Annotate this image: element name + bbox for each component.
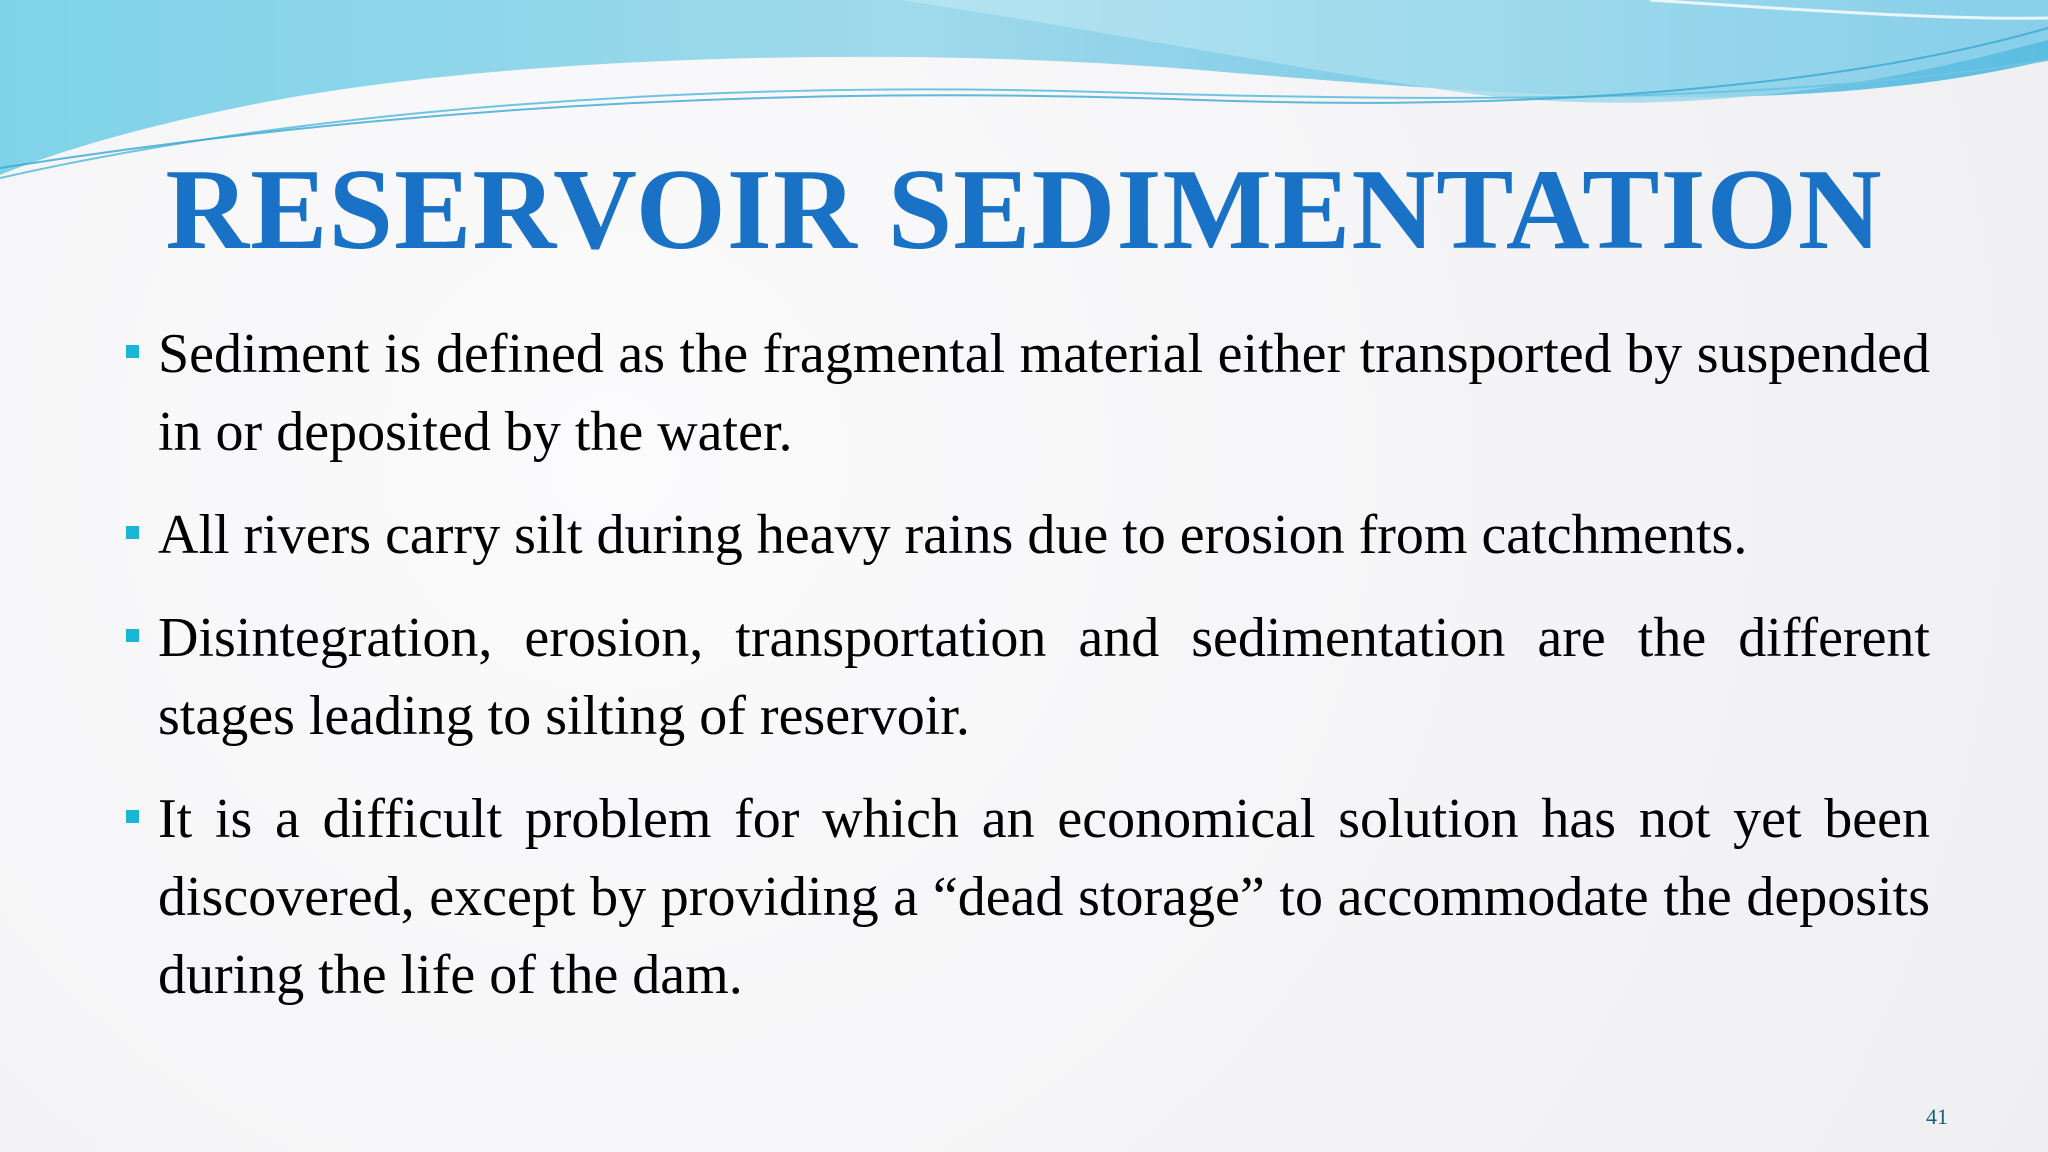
bullet-item [120, 496, 1930, 574]
square-bullet-icon [126, 526, 139, 539]
bullet-item [120, 315, 1930, 471]
bullet-item [120, 599, 1930, 755]
bullet-text: Sediment is defined as the fragmental material either transported by suspended in or deposited by the water. [158, 323, 1930, 463]
bullet-text: It is a difficult problem for which an economical solution has not yet been discovered, except by providing a “dead storage” to accommodate the deposits during the life of the dam. [158, 788, 1930, 1006]
bullet-item [120, 780, 1930, 1014]
square-bullet-icon [126, 629, 139, 642]
bullet-list [120, 315, 1930, 1039]
square-bullet-icon [126, 345, 139, 358]
bullet-text: All rivers carry silt during heavy rains due to erosion from catchments. [158, 504, 1748, 566]
page-number: 41 [1926, 1104, 1948, 1129]
bullet-text: Disintegration, erosion, transportation and sedimentation are the different stages leading to silting of reservoir. [158, 607, 1930, 747]
square-bullet-icon [126, 810, 139, 823]
slide-title: RESERVOIR SEDIMENTATION [165, 146, 1883, 274]
